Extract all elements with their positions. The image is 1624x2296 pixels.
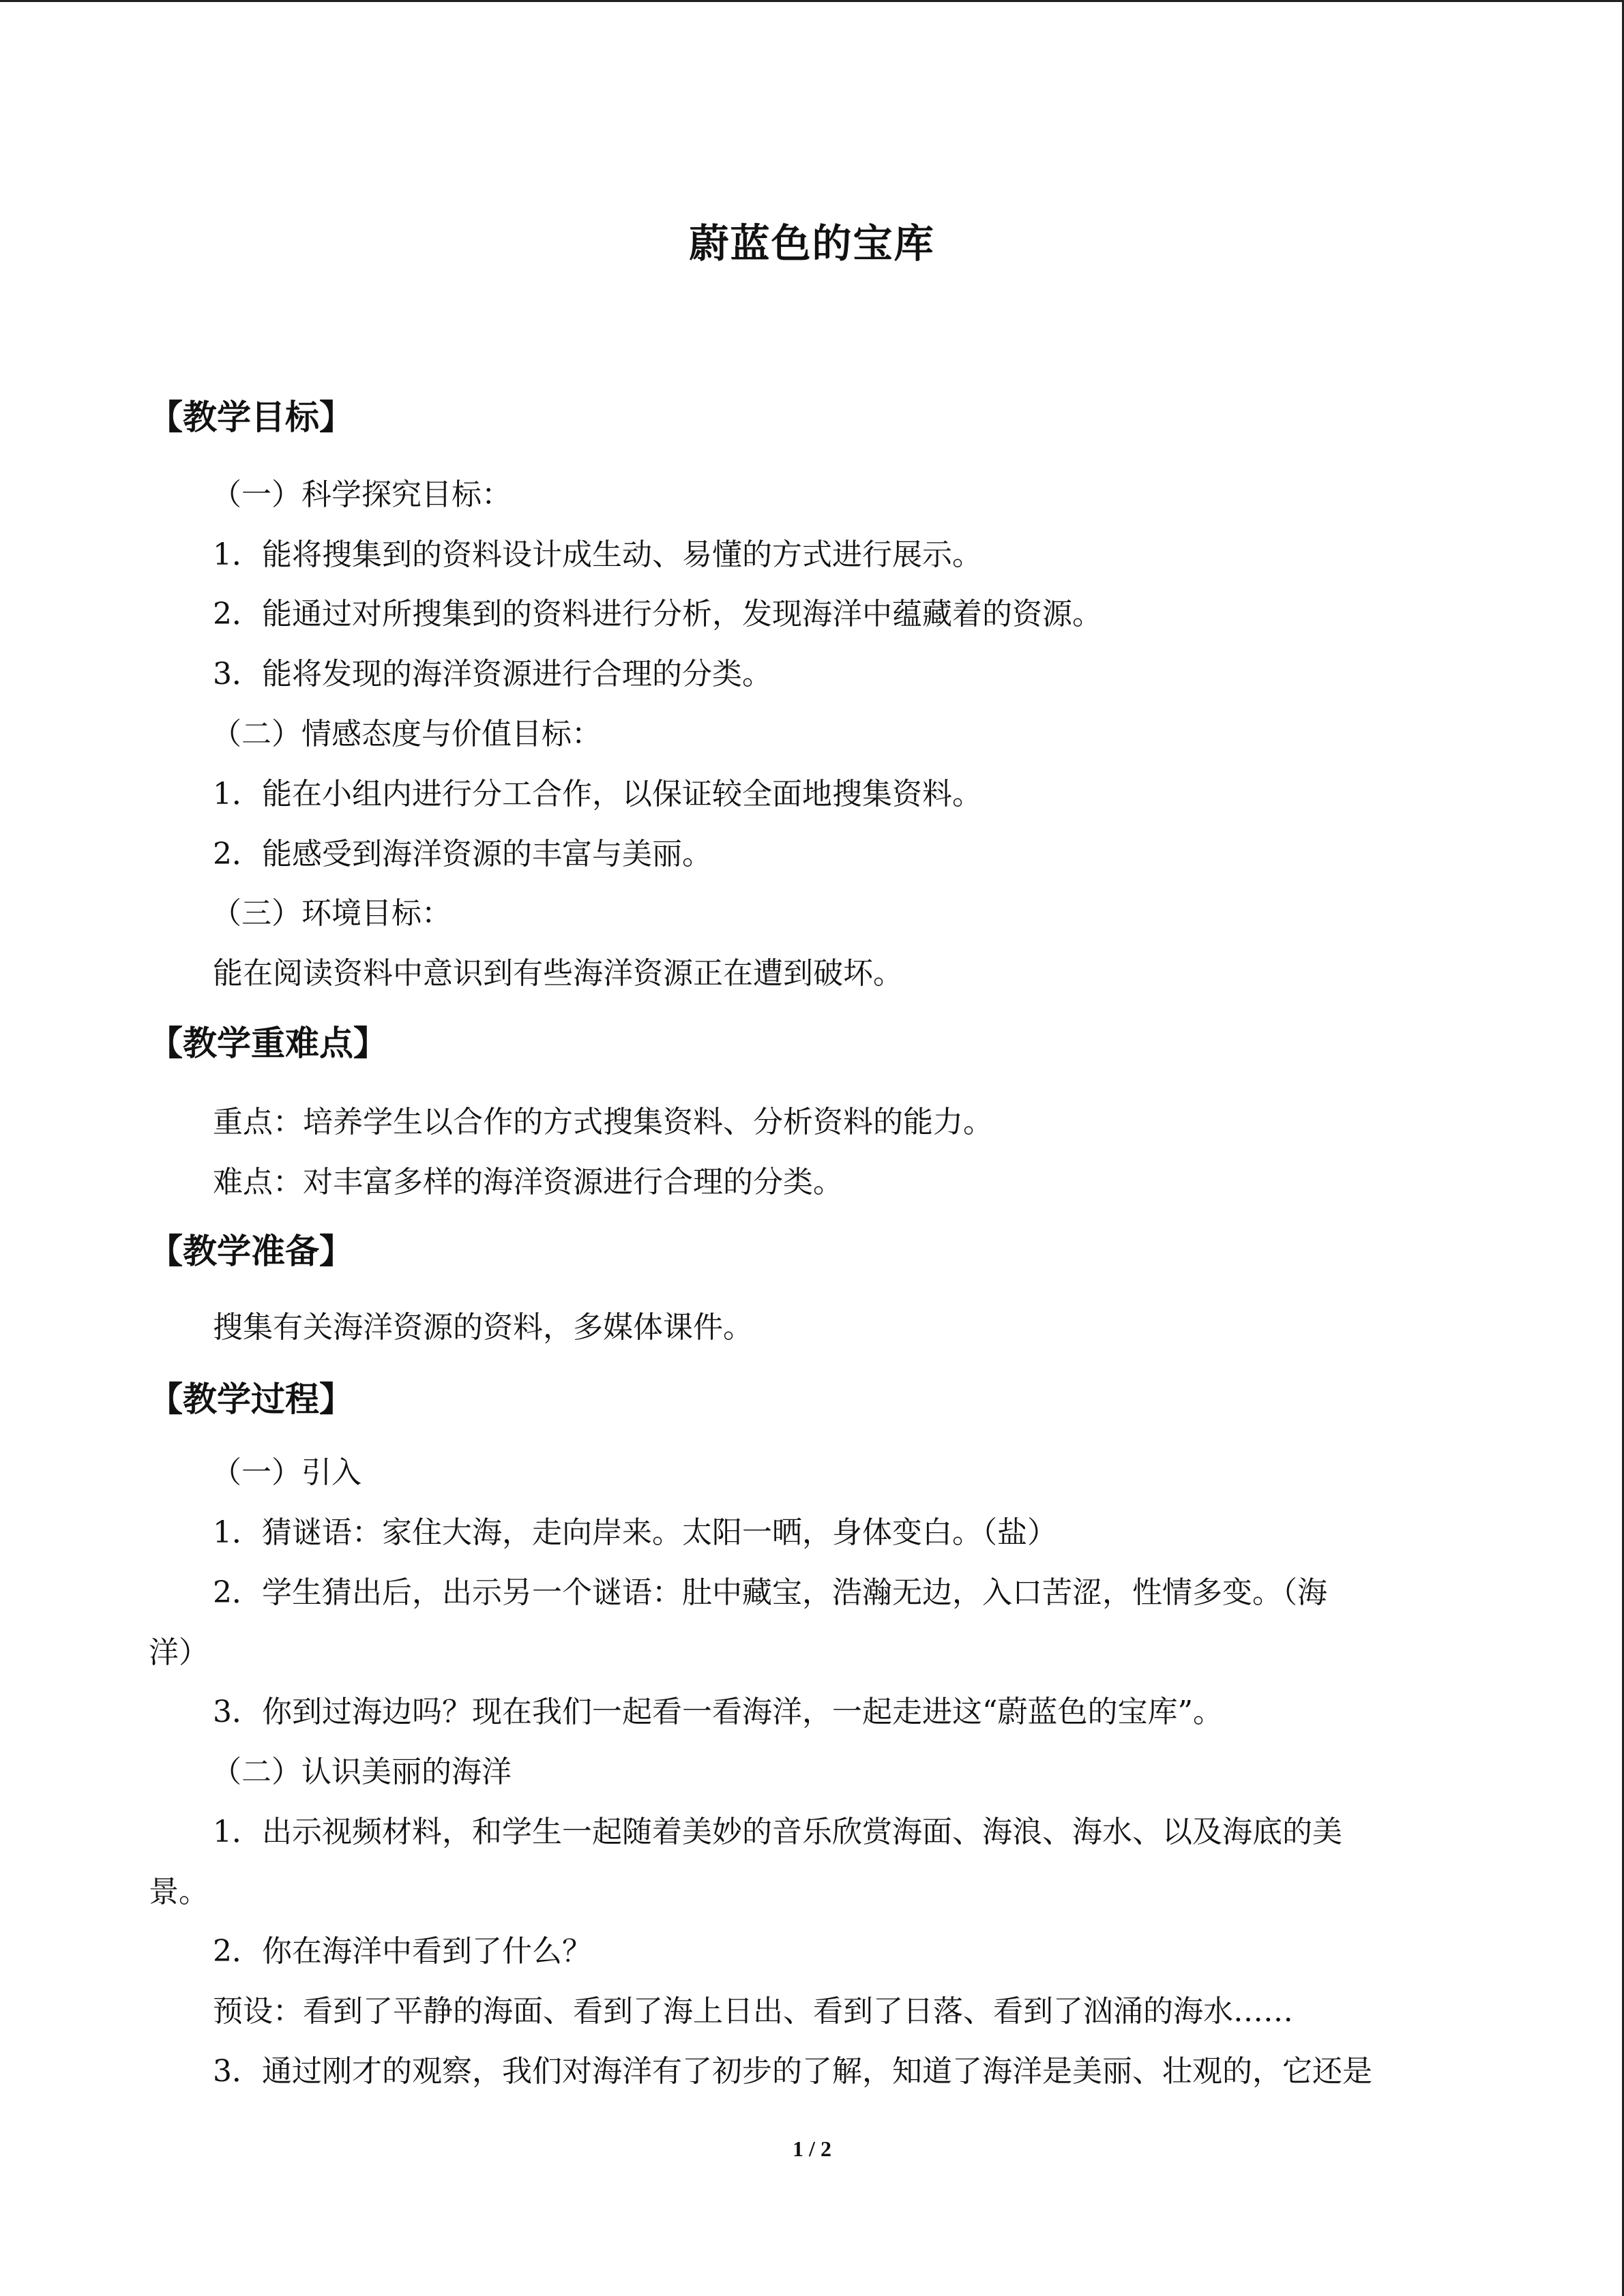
- process-sub2: （二）认识美丽的海洋: [211, 1755, 512, 1789]
- heading-process: 【教学过程】: [149, 1380, 353, 1419]
- process-sub2-item-2: 2．你在海洋中看到了什么？: [213, 1934, 592, 1969]
- heading-preparation: 【教学准备】: [149, 1232, 353, 1271]
- objectives-sub1: （一）科学探究目标：: [211, 477, 512, 512]
- objectives-sub1-item-2: 2．能通过对所搜集到的资料进行分析，发现海洋中蕴藏着的资源。: [213, 597, 1102, 631]
- key-point-text: 重点：培养学生以合作的方式搜集资料、分析资料的能力。: [213, 1105, 993, 1139]
- process-sub2-item-3: 3．通过刚才的观察，我们对海洋有了初步的了解，知道了海洋是美丽、壮观的，它还是: [213, 2054, 1372, 2089]
- process-sub2-item-1-wrap: 景。: [149, 1875, 209, 1909]
- heading-key-points: 【教学重难点】: [149, 1024, 387, 1063]
- process-sub1-item-2-wrap: 洋）: [149, 1635, 209, 1670]
- process-sub1: （一）引入: [211, 1455, 361, 1490]
- objectives-sub3: （三）环境目标：: [211, 896, 452, 931]
- heading-objectives: 【教学目标】: [149, 398, 353, 437]
- objectives-sub1-item-1: 1．能将搜集到的资料设计成生动、易懂的方式进行展示。: [213, 537, 982, 572]
- preparation-text: 搜集有关海洋资源的资料，多媒体课件。: [213, 1310, 753, 1345]
- objectives-sub2: （二）情感态度与价值目标：: [211, 717, 602, 751]
- page-number: 1 / 2: [793, 2136, 831, 2161]
- process-sub2-preset: 预设：看到了平静的海面、看到了海上日出、看到了日落、看到了汹涌的海水……: [213, 1994, 1293, 2029]
- objectives-sub2-item-1: 1．能在小组内进行分工合作，以保证较全面地搜集资料。: [213, 777, 982, 811]
- process-sub1-item-2: 2．学生猜出后，出示另一个谜语：肚中藏宝，浩瀚无边，入口苦涩，性情多变。（海: [213, 1575, 1327, 1610]
- objectives-sub2-item-2: 2．能感受到海洋资源的丰富与美丽。: [213, 837, 712, 871]
- process-sub1-item-3: 3．你到过海边吗？现在我们一起看一看海洋，一起走进这“蔚蓝色的宝库”。: [213, 1695, 1223, 1729]
- process-sub1-item-1: 1．猜谜语：家住大海，走向岸来。太阳一晒，身体变白。（盐）: [213, 1515, 1057, 1550]
- process-sub2-item-1: 1．出示视频材料，和学生一起随着美妙的音乐欣赏海面、海浪、海水、以及海底的美: [213, 1815, 1342, 1849]
- objectives-sub3-text: 能在阅读资料中意识到有些海洋资源正在遭到破坏。: [213, 956, 903, 991]
- difficult-point-text: 难点：对丰富多样的海洋资源进行合理的分类。: [213, 1165, 843, 1199]
- document-title: 蔚蓝色的宝库: [689, 220, 935, 267]
- objectives-sub1-item-3: 3．能将发现的海洋资源进行合理的分类。: [213, 657, 772, 691]
